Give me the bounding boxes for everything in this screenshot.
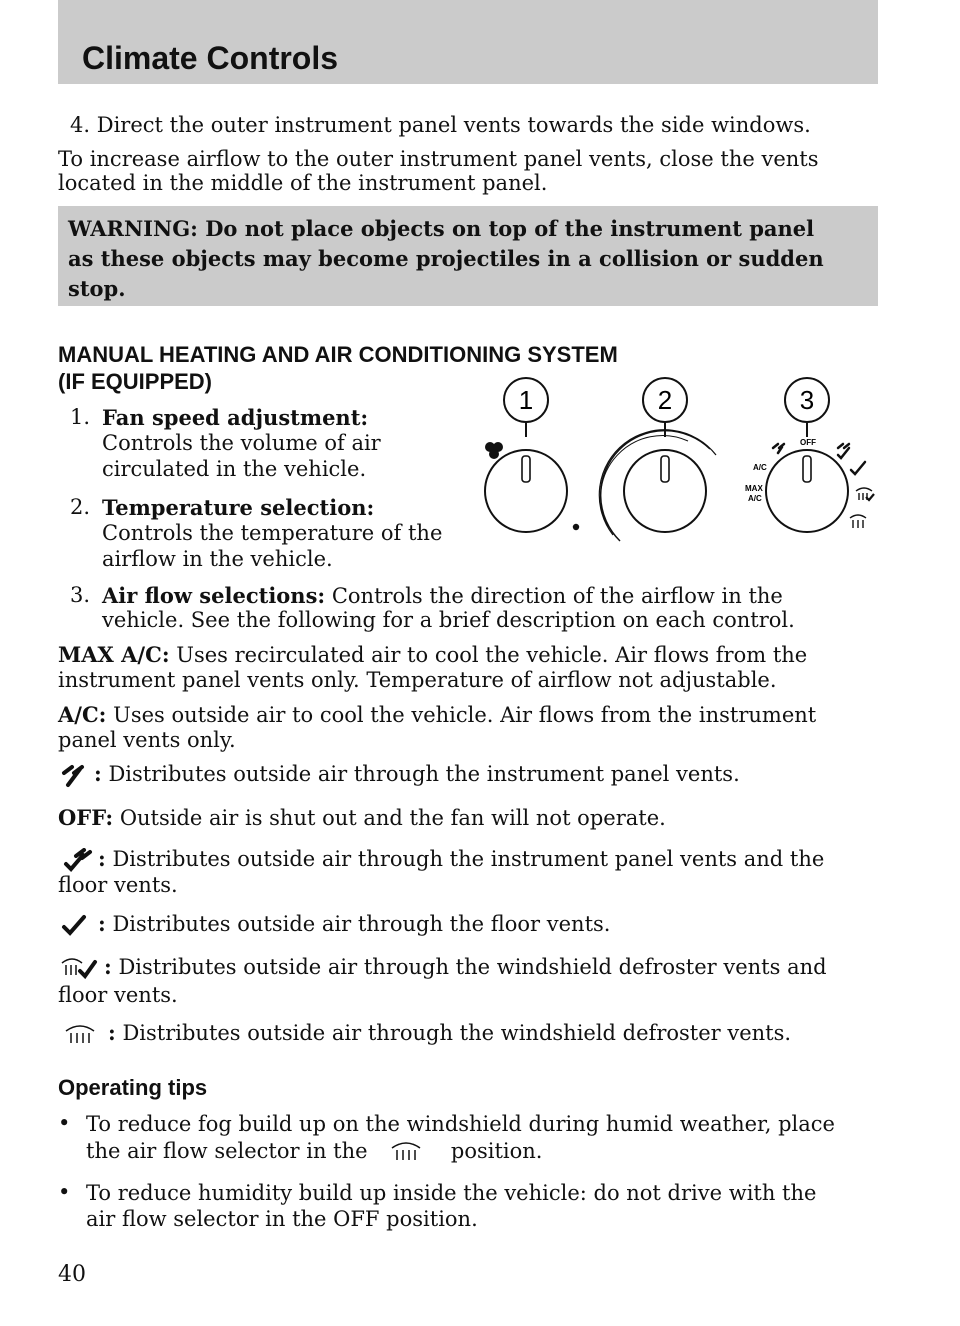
defrost-colon: : [108, 1020, 116, 1045]
item-3-line2: vehicle. See the following for a brief description on each control. [102, 608, 795, 632]
warning-line2: as these objects may become projectiles in a collision or sudden [68, 246, 824, 271]
off-label: OFF: [58, 805, 114, 830]
panel-floor-text: Distributes outside air through the instrument panel vents and the [112, 847, 825, 871]
item-2-label: Temperature selection: [102, 495, 375, 520]
item-3-line1 [102, 582, 783, 610]
airflow-knob [745, 438, 874, 532]
callout-1-label: 1 [518, 385, 534, 415]
step-4-text: Direct the outer instrument panel vents towards the side windows. [96, 113, 811, 137]
climate-control-diagram [470, 375, 890, 545]
callout-2 [643, 378, 687, 437]
panel-mode-line [58, 760, 740, 789]
panel-floor-icon [838, 444, 849, 458]
floor-text: Distributes outside air through the floor vents. [112, 912, 611, 936]
defrost-floor-line1 [58, 953, 827, 983]
defrost-floor-vent-icon [58, 955, 104, 983]
item-2-number: 2. [70, 495, 91, 519]
panel-floor-line1 [58, 845, 824, 874]
max-ac-line2: instrument panel vents only. Temperature of airflow not adjustable. [58, 668, 777, 692]
callout-3 [785, 378, 829, 437]
defrost-icon [850, 515, 866, 528]
callout-2-label: 2 [657, 385, 673, 415]
ac-label: A/C [753, 463, 767, 472]
defrost-floor-line2: floor vents. [58, 983, 178, 1007]
item-1-label: Fan speed adjustment: [102, 405, 369, 430]
item-1-line2: circulated in the vehicle. [102, 457, 367, 481]
tip-1-bullet: • [58, 1111, 71, 1135]
tips-title: Operating tips [58, 1075, 208, 1100]
warning-box [58, 206, 878, 306]
floor-colon: : [98, 911, 106, 936]
fan-icon [485, 442, 503, 459]
item-2-line2: airflow in the vehicle. [102, 547, 333, 571]
item-3-text: Controls the direction of the airflow in the [331, 584, 783, 608]
ac-text: Uses outside air to cool the vehicle. Air flows from the instrument [113, 703, 817, 727]
item-3-label: Air flow selections: [102, 583, 326, 608]
tip-2-bullet: • [58, 1180, 71, 1204]
off-label: OFF [800, 438, 816, 447]
tip-1-text-a: the air flow selector in the [86, 1139, 368, 1163]
section-title-line1: MANUAL HEATING AND AIR CONDITIONING SYSTEM [58, 342, 618, 367]
step-4 [70, 112, 811, 139]
defrost-line [58, 1019, 791, 1049]
callout-1 [504, 378, 548, 437]
panel-floor-colon: : [98, 846, 106, 871]
tip-2-line1: To reduce humidity build up inside the vehicle: do not drive with the [86, 1181, 817, 1205]
page-number: 40 [58, 1262, 86, 1287]
defrost-floor-colon: : [104, 954, 112, 979]
step-4-number: 4. [70, 113, 91, 137]
callout-3-label: 3 [799, 385, 815, 415]
panel-colon: : [94, 761, 102, 786]
max-label: MAX [745, 484, 763, 493]
max-ac-label: A/C [748, 494, 762, 503]
section-title-line2: (IF EQUIPPED) [58, 369, 213, 394]
defrost-floor-icon [856, 488, 874, 500]
off-text: Outside air is shut out and the fan will not operate. [119, 806, 666, 830]
intro-para-line2: located in the middle of the instrument panel. [58, 171, 548, 195]
panel-vent-icon [58, 763, 94, 789]
tip-1-text-b: position. [450, 1139, 543, 1163]
panel-floor-vent-icon [58, 848, 98, 874]
defrost-vent-icon [58, 1021, 108, 1049]
tip-1-line2 [86, 1138, 542, 1166]
floor-icon [851, 462, 865, 474]
ac-line2: panel vents only. [58, 728, 236, 752]
tip-1-line1: To reduce fog build up on the windshield during humid weather, place [86, 1112, 835, 1136]
ac-label: A/C: [58, 702, 107, 727]
max-ac-label: MAX A/C: [58, 642, 170, 667]
ac-line1 [58, 701, 816, 729]
defrost-floor-text: Distributes outside air through the windshield defroster vents and [118, 955, 827, 979]
max-ac-line1 [58, 641, 807, 669]
panel-mode-text: Distributes outside air through the instrument panel vents. [108, 762, 740, 786]
warning-line1: WARNING: Do not place objects on top of the instrument panel [68, 216, 815, 241]
panel-icon [773, 444, 784, 453]
defrost-text: Distributes outside air through the windshield defroster vents. [122, 1021, 792, 1045]
panel-floor-line2: floor vents. [58, 873, 178, 897]
floor-line [58, 910, 610, 939]
item-3-number: 3. [70, 583, 91, 607]
item-2-line1: Controls the temperature of the [102, 521, 443, 545]
intro-para-line1: To increase airflow to the outer instrument panel vents, close the vents [58, 147, 819, 171]
item-1-line1: Controls the volume of air [102, 431, 381, 455]
defrost-icon [374, 1140, 444, 1166]
tip-2-line2: air flow selector in the OFF position. [86, 1207, 478, 1231]
fan-speed-knob [485, 442, 579, 532]
page-title: Climate Controls [82, 40, 339, 76]
item-1-number: 1. [70, 405, 91, 429]
off-line [58, 804, 666, 832]
warning-text [68, 214, 868, 304]
temperature-knob [599, 430, 716, 541]
floor-vent-icon [58, 913, 98, 939]
header-bar [58, 0, 878, 84]
warning-line3: stop. [68, 276, 126, 301]
max-ac-text: Uses recirculated air to cool the vehicle. Air flows from the [176, 643, 808, 667]
